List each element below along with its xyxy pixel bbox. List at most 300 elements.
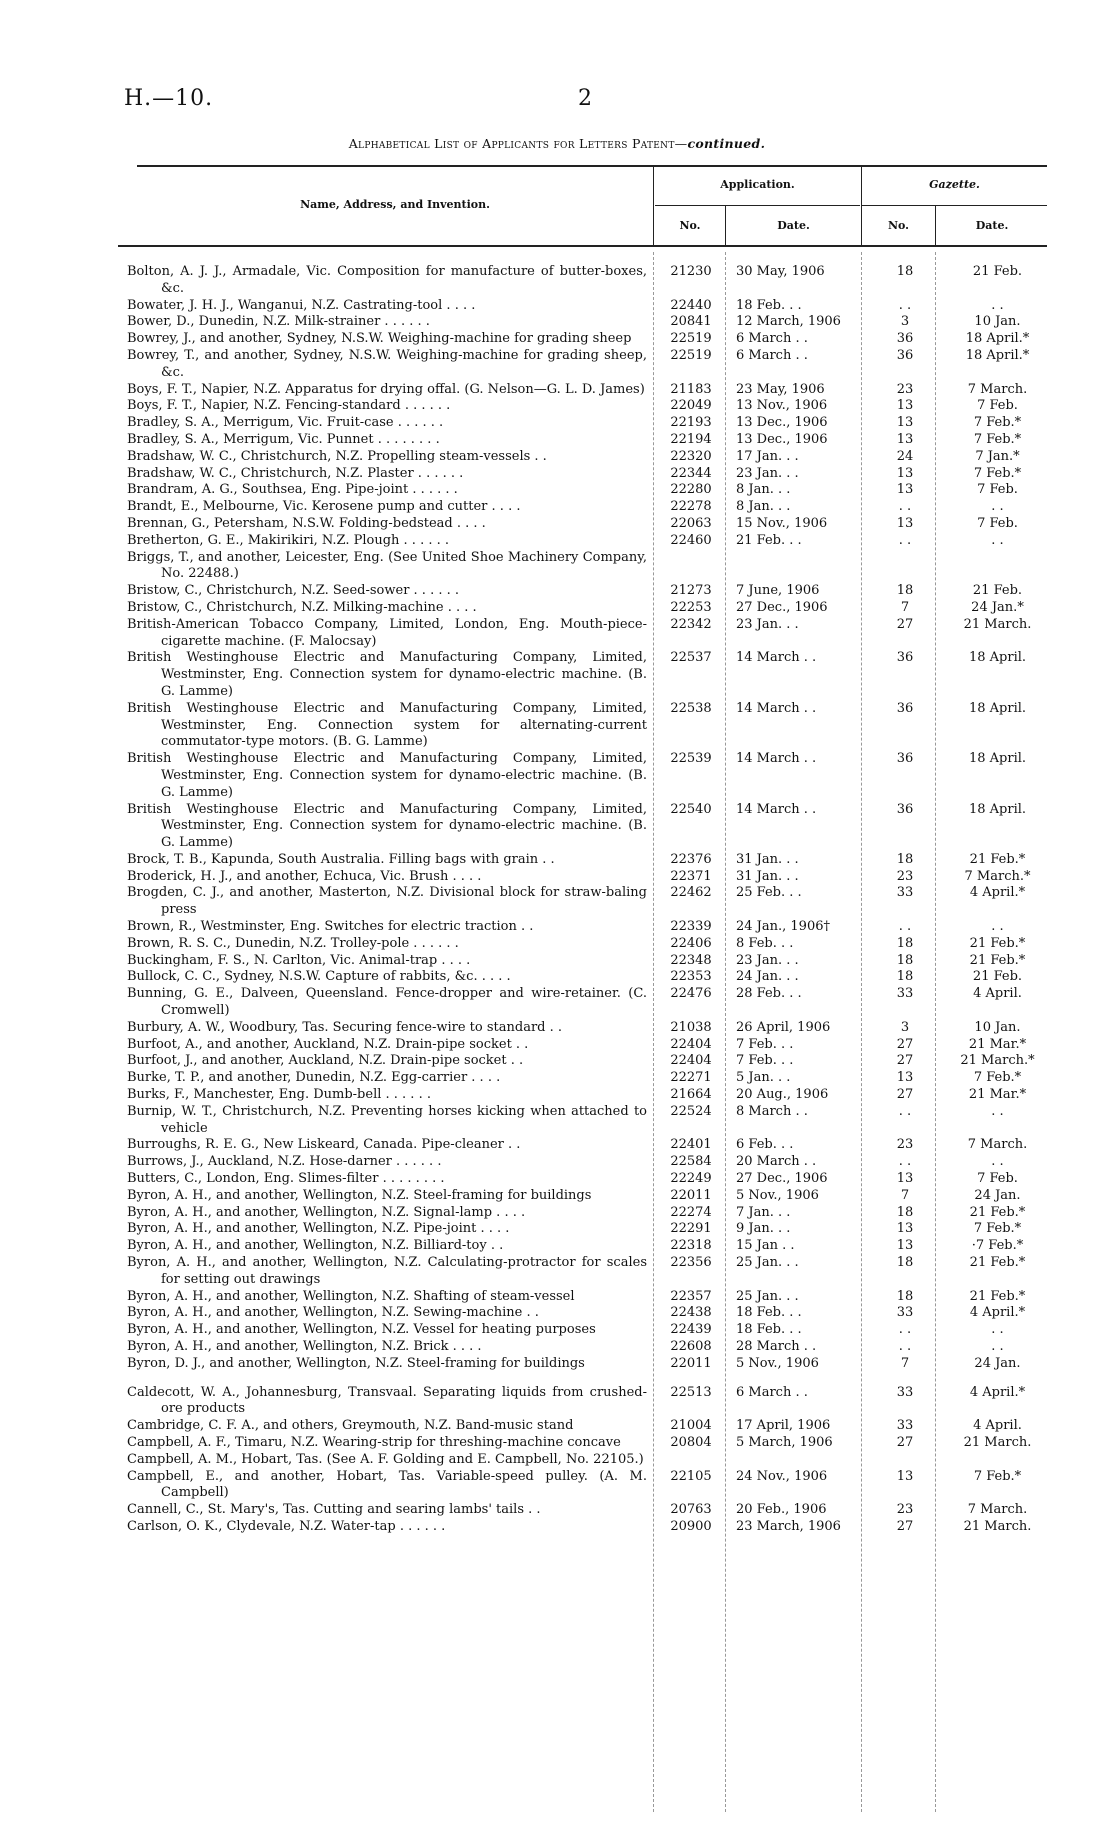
- table-row: [0, 1137, 1114, 1154]
- gazette-date: 21 Feb.*: [969, 935, 1026, 951]
- applicant-text: Burbury, A. W., Woodbury, Tas. Securing fence-wire to standard . .: [127, 1019, 563, 1035]
- table-header-bottom-rule: [118, 245, 1047, 247]
- application-date: 17 April, 1906: [736, 1418, 831, 1434]
- table-row: [0, 1238, 1114, 1255]
- applicant-text: Bradley, S. A., Merrigum, Vic. Fruit-case . . . . . .: [127, 415, 444, 431]
- applicant-cell: [127, 953, 647, 970]
- table-row: [0, 1070, 1114, 1087]
- application-date: 18 Feb. . .: [736, 1322, 802, 1338]
- application-date: 6 March . .: [736, 1384, 808, 1400]
- applicant-text: Bristow, C., Christchurch, N.Z. Seed-sower . . . . . .: [127, 583, 459, 599]
- applicant-text: Bretherton, G. E., Makirikiri, N.Z. Plough . . . . . .: [127, 532, 449, 548]
- application-date: 12 March, 1906: [736, 314, 841, 330]
- gazette-date: . .: [991, 1322, 1004, 1338]
- application-number: 22476: [670, 986, 712, 1002]
- applicant-cell: [127, 650, 647, 700]
- applicant-text: Brandt, E., Melbourne, Vic. Kerosene pump and cutter . . . .: [127, 499, 521, 515]
- applicant-cell: [127, 751, 647, 801]
- applicant-text: Bolton, A. J. J., Armadale, Vic. Composition for manufacture of butter-boxes, &c.: [127, 264, 647, 296]
- applicant-cell: [127, 1385, 647, 1419]
- gazette-number: 13: [896, 431, 914, 447]
- application-number: 22584: [670, 1154, 712, 1170]
- table-row: [0, 533, 1114, 550]
- gazette-number: 18: [896, 1288, 914, 1304]
- application-date: 5 Nov., 1906: [736, 1187, 819, 1203]
- gazette-number: 24: [896, 448, 914, 464]
- application-date: 6 March . .: [736, 331, 808, 347]
- applicant-text: Burnip, W. T., Christchurch, N.Z. Preventing horses kicking when attached to vehicle: [127, 1103, 647, 1136]
- table-row: [0, 1469, 1114, 1503]
- applicant-cell: [127, 1339, 647, 1356]
- table-row: [0, 953, 1114, 970]
- gazette-number: . .: [898, 1154, 912, 1170]
- table-row: [0, 869, 1114, 886]
- application-date: 30 May, 1906: [736, 264, 825, 279]
- table-row: [0, 936, 1114, 953]
- table-row: [0, 1087, 1114, 1104]
- applicant-text: Campbell, E., and another, Hobart, Tas. Variable-speed pulley. (A. M. Campbell): [127, 1468, 647, 1501]
- applicant-cell: [127, 969, 647, 986]
- applicant-cell: [127, 986, 647, 1020]
- column-header-name: Name, Address, and Invention.: [300, 198, 490, 211]
- application-number: 22440: [670, 297, 712, 313]
- table-row: [0, 1435, 1114, 1452]
- applicant-text: Burroughs, R. E. G., New Liskeard, Canada. Pipe-cleaner . .: [127, 1137, 521, 1153]
- application-number: 22462: [670, 885, 712, 901]
- application-number: 22460: [670, 532, 712, 548]
- applicant-cell: [127, 919, 647, 936]
- applicant-text: Byron, A. H., and another, Wellington, N.Z. Steel-framing for buildings: [127, 1187, 592, 1203]
- application-date: 20 March . .: [736, 1154, 817, 1170]
- gazette-number: 36: [896, 331, 914, 347]
- application-number: 22371: [670, 868, 712, 884]
- gazette-date: 18 April.*: [965, 331, 1030, 347]
- gazette-date: 21 March.: [963, 616, 1032, 632]
- application-number: 22105: [670, 1468, 712, 1484]
- applicant-text: Bristow, C., Christchurch, N.Z. Milking-machine . . . .: [127, 599, 477, 615]
- application-date: 26 April, 1906: [736, 1019, 831, 1035]
- gazette-date: 4 April.*: [969, 1305, 1026, 1321]
- table-row: [0, 1502, 1114, 1519]
- application-date: 14 March . .: [736, 751, 817, 767]
- application-number: 20804: [670, 1434, 712, 1450]
- applicant-text: Bradley, S. A., Merrigum, Vic. Punnet . . . . . . . .: [127, 431, 440, 447]
- application-number: 22348: [670, 952, 712, 968]
- applicant-cell: [127, 701, 647, 751]
- application-date: 24 Jan., 1906†: [736, 919, 830, 935]
- table-row: [0, 701, 1114, 751]
- application-date: 28 March . .: [736, 1339, 817, 1354]
- page-title-continued: continued.: [687, 136, 766, 151]
- gazette-number: 18: [896, 969, 914, 985]
- table-row: [0, 1188, 1114, 1205]
- applicant-cell: [127, 1238, 647, 1255]
- applicant-text: Campbell, A. M., Hobart, Tas. (See A. F. Golding and E. Campbell, No. 22105.): [127, 1451, 644, 1467]
- table-row: [0, 1305, 1114, 1322]
- gazette-date: 21 Feb.*: [969, 1288, 1026, 1304]
- applicant-text: British-American Tobacco Company, Limited, London, Eng. Mouth-piece-cigarette machine. (F. Malocsay): [127, 616, 647, 649]
- gazette-number: 33: [896, 986, 914, 1002]
- application-number: 21273: [670, 583, 712, 599]
- applicant-text: Bowrey, J., and another, Sydney, N.S.W. Weighing-machine for grading sheep: [127, 331, 632, 347]
- applicant-text: Burfoot, A., and another, Auckland, N.Z. Drain-pipe socket . .: [127, 1036, 529, 1052]
- applicant-text: Carlson, O. K., Clydevale, N.Z. Water-tap . . . . . .: [127, 1518, 446, 1534]
- gazette-number: 18: [896, 583, 914, 599]
- applicant-cell: [127, 1205, 647, 1222]
- table-row: [0, 852, 1114, 869]
- gazette-number: 3: [900, 314, 910, 330]
- gazette-date: 21 March.: [963, 1518, 1032, 1534]
- gazette-number: 7: [900, 1187, 910, 1203]
- application-date: 18 Feb. . .: [736, 1305, 802, 1321]
- applicant-text: British Westinghouse Electric and Manufacturing Company, Limited, Westminster, Eng. Connection system for dynamo-electric machine. (B. G. Lamme): [127, 801, 647, 851]
- application-number: 22249: [670, 1171, 712, 1187]
- gazette-date: 21 Feb.: [972, 583, 1023, 599]
- gazette-date: 7 Feb.*: [973, 415, 1022, 431]
- table-row: [0, 298, 1114, 315]
- gazette-number: 13: [896, 1221, 914, 1237]
- gazette-number: 27: [896, 1053, 914, 1069]
- applicant-text: Brennan, G., Petersham, N.S.W. Folding-bedstead . . . .: [127, 515, 486, 531]
- application-number: 22339: [670, 919, 712, 935]
- page-number: 2: [578, 86, 592, 111]
- gazette-number: 18: [896, 935, 914, 951]
- gazette-date: 10 Jan.: [974, 1019, 1021, 1035]
- gazette-date: 7 Feb.*: [973, 1221, 1022, 1237]
- gazette-date: ·7 Feb.*: [971, 1238, 1024, 1254]
- application-date: 15 Jan . .: [736, 1238, 795, 1254]
- application-number: 22271: [670, 1070, 712, 1086]
- gazette-number: 7: [900, 1355, 910, 1371]
- gazette-date: 7 Feb.*: [973, 431, 1022, 447]
- applicant-text: Boys, F. T., Napier, N.Z. Fencing-standard . . . . . .: [127, 398, 451, 414]
- application-date: 24 Nov., 1906: [736, 1468, 828, 1484]
- table-row: [0, 550, 1114, 584]
- applicant-text: Brandram, A. G., Southsea, Eng. Pipe-joint . . . . . .: [127, 482, 458, 498]
- gazette-date: 7 Feb.: [977, 515, 1018, 531]
- gazette-number: 23: [896, 1137, 914, 1153]
- gazette-date: 18 April.: [968, 801, 1027, 817]
- gazette-number: 23: [896, 381, 914, 397]
- gazette-date: 21 March.*: [960, 1053, 1035, 1069]
- gazette-date: 24 Jan.: [974, 1355, 1021, 1371]
- gazette-date: 21 Feb.: [972, 264, 1023, 279]
- applicant-cell: [127, 617, 647, 651]
- table-row: [0, 516, 1114, 533]
- applicant-cell: [127, 1289, 647, 1306]
- applicant-text: Byron, A. H., and another, Wellington, N.Z. Shafting of steam-vessel: [127, 1288, 575, 1304]
- application-date: 23 March, 1906: [736, 1518, 841, 1534]
- application-number: 22519: [670, 331, 712, 347]
- gazette-number: . .: [898, 499, 912, 515]
- application-date: 23 Jan. . .: [736, 465, 799, 481]
- application-date: 6 March . .: [736, 347, 808, 363]
- applicant-text: Byron, A. H., and another, Wellington, N.Z. Brick . . . .: [127, 1339, 482, 1354]
- application-number: 22011: [670, 1355, 712, 1371]
- gazette-date: . .: [991, 919, 1004, 935]
- gazette-date: 4 April.*: [969, 885, 1026, 901]
- gazette-date: 21 Feb.: [972, 969, 1023, 985]
- applicant-cell: [127, 1519, 647, 1536]
- gazette-subhead-rule: [862, 205, 1047, 206]
- applicant-cell: [127, 1305, 647, 1322]
- applicant-cell: [127, 499, 647, 516]
- page-title: [0, 136, 1114, 151]
- applicant-cell: [127, 1020, 647, 1037]
- table-row: [0, 1154, 1114, 1171]
- gazette-number: 18: [896, 264, 914, 279]
- application-date: 23 Jan. . .: [736, 616, 799, 632]
- applicant-text: Byron, A. H., and another, Wellington, N.Z. Calculating-protractor for scales for setting out drawings: [127, 1255, 647, 1287]
- applicant-text: Buckingham, F. S., N. Carlton, Vic. Animal-trap . . . .: [127, 952, 471, 968]
- applicant-text: British Westinghouse Electric and Manufacturing Company, Limited, Westminster, Eng. Connection system for dynamo-electric machine. (B. G. Lamme): [127, 650, 647, 699]
- applicant-text: Burfoot, J., and another, Auckland, N.Z. Drain-pipe socket . .: [127, 1053, 524, 1069]
- header-divider-name: [653, 167, 654, 245]
- applicant-cell: [127, 1435, 647, 1452]
- column-header-app-no: No.: [679, 219, 701, 232]
- applicant-cell: [127, 1137, 647, 1154]
- gazette-number: 13: [896, 1070, 914, 1086]
- applicant-cell: [127, 1171, 647, 1188]
- applicant-text: Bullock, C. C., Sydney, N.S.W. Capture of rabbits, &c. . . . .: [127, 969, 511, 985]
- application-date: 8 Feb. . .: [736, 935, 794, 951]
- gazette-date: 18 April.*: [965, 347, 1030, 363]
- gazette-date: 21 Feb.*: [969, 851, 1026, 867]
- table-row: [0, 1418, 1114, 1435]
- application-number: 22353: [670, 969, 712, 985]
- gazette-date: 4 April.: [973, 986, 1022, 1002]
- applicant-cell: [127, 550, 647, 584]
- applicant-text: Byron, D. J., and another, Wellington, N.Z. Steel-framing for buildings: [127, 1355, 585, 1371]
- gazette-date: . .: [991, 532, 1004, 548]
- applicant-text: Brogden, C. J., and another, Masterton, N.Z. Divisional block for straw-baling press: [127, 885, 647, 918]
- application-date: 14 March . .: [736, 801, 817, 817]
- applicant-cell: [127, 802, 647, 852]
- applicant-cell: [127, 432, 647, 449]
- applicant-text: Burks, F., Manchester, Eng. Dumb-bell . . . . . .: [127, 1087, 431, 1103]
- table-row: [0, 482, 1114, 499]
- applicant-text: Bradshaw, W. C., Christchurch, N.Z. Plaster . . . . . .: [127, 465, 464, 481]
- table-row: [0, 382, 1114, 399]
- gazette-number: 27: [896, 1518, 914, 1534]
- application-number: 22194: [670, 431, 712, 447]
- application-date: 23 May, 1906: [736, 381, 825, 397]
- application-date: 9 Jan. . .: [736, 1221, 791, 1237]
- applicant-text: Byron, A. H., and another, Wellington, N.Z. Vessel for heating purposes: [127, 1322, 596, 1338]
- applicant-cell: [127, 1188, 647, 1205]
- application-number: 22011: [670, 1187, 712, 1203]
- applicant-cell: [127, 1322, 647, 1339]
- application-number: 21664: [670, 1087, 712, 1103]
- gazette-number: . .: [898, 1322, 912, 1338]
- applicant-text: Campbell, A. F., Timaru, N.Z. Wearing-strip for threshing-machine concave: [127, 1434, 621, 1450]
- gazette-date: 7 Feb.*: [973, 1070, 1022, 1086]
- application-number: 22401: [670, 1137, 712, 1153]
- table-row: [0, 617, 1114, 651]
- gazette-date: 21 Feb.*: [969, 952, 1026, 968]
- table-row: [0, 802, 1114, 852]
- gazette-number: . .: [898, 1339, 912, 1354]
- application-number: 22278: [670, 499, 712, 515]
- table-row: [0, 969, 1114, 986]
- gazette-date: . .: [991, 1339, 1004, 1354]
- gazette-number: 33: [896, 1384, 914, 1400]
- applicant-cell: [127, 869, 647, 886]
- application-date: 27 Dec., 1906: [736, 1171, 828, 1187]
- gazette-number: 33: [896, 1418, 914, 1434]
- applicant-text: Bowrey, T., and another, Sydney, N.S.W. Weighing-machine for grading sheep, &c.: [127, 347, 647, 380]
- applicant-cell: [127, 415, 647, 432]
- application-number: 22357: [670, 1288, 712, 1304]
- table-row: [0, 919, 1114, 936]
- application-number: 22438: [670, 1305, 712, 1321]
- gazette-date: 21 Feb.*: [969, 1255, 1026, 1271]
- table-row: [0, 1020, 1114, 1037]
- gazette-number: 13: [896, 1171, 914, 1187]
- applicant-text: Burke, T. P., and another, Dunedin, N.Z. Egg-carrier . . . .: [127, 1070, 501, 1086]
- gazette-number: 13: [896, 1238, 914, 1254]
- column-header-app-date: Date.: [777, 219, 810, 232]
- table-row: [0, 264, 1114, 298]
- gazette-date: 18 April.: [968, 700, 1027, 716]
- application-date: 15 Nov., 1906: [736, 515, 828, 531]
- application-number: 22342: [670, 616, 712, 632]
- application-date: 7 Jan. . .: [736, 1204, 791, 1220]
- gazette-date: . .: [991, 297, 1004, 313]
- application-date: 8 Jan. . .: [736, 499, 791, 515]
- applicant-cell: [127, 1502, 647, 1519]
- applicant-cell: [127, 348, 647, 382]
- application-number: 22376: [670, 851, 712, 867]
- table-row: [0, 348, 1114, 382]
- application-date: 21 Feb. . .: [736, 532, 802, 548]
- applicant-text: Bunning, G. E., Dalveen, Queensland. Fence-dropper and wire-retainer. (C. Cromwell): [127, 986, 647, 1019]
- gazette-number: 13: [896, 482, 914, 498]
- application-number: 22513: [670, 1384, 712, 1400]
- application-date: 28 Feb. . .: [736, 986, 802, 1002]
- header-divider-gaz-date: [935, 206, 936, 245]
- applicant-text: Cannell, C., St. Mary's, Tas. Cutting and searing lambs' tails . .: [127, 1502, 541, 1518]
- applicant-cell: [127, 482, 647, 499]
- header-divider-app-date: [725, 206, 726, 245]
- application-number: 22318: [670, 1238, 712, 1254]
- applicant-cell: [127, 1418, 647, 1435]
- application-date: 7 Feb. . .: [736, 1036, 794, 1052]
- gazette-date: 18 April.: [968, 751, 1027, 767]
- table-row: [0, 449, 1114, 466]
- table-row: [0, 1171, 1114, 1188]
- gazette-number: 3: [900, 1019, 910, 1035]
- gazette-number: 13: [896, 465, 914, 481]
- gazette-number: 36: [896, 650, 914, 666]
- applicant-text: Bowater, J. H. J., Wanganui, N.Z. Castrating-tool . . . .: [127, 297, 476, 313]
- application-number: 22063: [670, 515, 712, 531]
- column-header-gazette: Gazette.: [929, 178, 980, 191]
- gazette-date: 7 March.: [967, 381, 1028, 397]
- gazette-number: . .: [898, 297, 912, 313]
- applicant-cell: [127, 885, 647, 919]
- column-header-gaz-date: Date.: [975, 219, 1009, 232]
- applicant-text: Brown, R. S. C., Dunedin, N.Z. Trolley-pole . . . . . .: [127, 935, 459, 951]
- gazette-date: 4 April.*: [969, 1384, 1026, 1400]
- gazette-date: . .: [991, 499, 1004, 515]
- gazette-number: 7: [900, 599, 910, 615]
- application-date: 20 Feb., 1906: [736, 1502, 827, 1518]
- table-row: [0, 1053, 1114, 1070]
- application-number: 22320: [670, 448, 712, 464]
- applicant-text: Caldecott, W. A., Johannesburg, Transvaal. Separating liquids from crushed-ore products: [127, 1384, 647, 1417]
- table-row: [0, 499, 1114, 516]
- gazette-number: 13: [896, 1468, 914, 1484]
- gazette-number: 36: [896, 347, 914, 363]
- gazette-date: 24 Jan.: [974, 1187, 1021, 1203]
- gazette-date: 7 Feb.*: [973, 1468, 1022, 1484]
- application-number: 21038: [670, 1019, 712, 1035]
- gazette-number: 13: [896, 398, 914, 414]
- application-number: 22404: [670, 1036, 712, 1052]
- gazette-number: 13: [896, 515, 914, 531]
- gazette-number: 18: [896, 851, 914, 867]
- applicant-text: Brock, T. B., Kapunda, South Australia. Filling bags with grain . .: [127, 851, 555, 867]
- applicant-cell: [127, 1154, 647, 1171]
- application-number: 21004: [670, 1418, 712, 1434]
- application-number: 22540: [670, 801, 712, 817]
- applicant-cell: [127, 264, 647, 298]
- application-date: 7 June, 1906: [736, 583, 820, 599]
- application-number: 22193: [670, 415, 712, 431]
- application-subhead-rule: [655, 205, 860, 206]
- gazette-number: 27: [896, 1087, 914, 1103]
- table-row: [0, 1322, 1114, 1339]
- application-date: 18 Feb. . .: [736, 297, 802, 313]
- application-date: 20 Aug., 1906: [736, 1087, 829, 1103]
- application-number: 22608: [670, 1339, 712, 1354]
- application-number: 20763: [670, 1502, 712, 1518]
- gazette-date: 21 Feb.*: [969, 1204, 1026, 1220]
- application-date: 6 Feb. . .: [736, 1137, 794, 1153]
- gazette-number: 27: [896, 616, 914, 632]
- column-header-application: Application.: [720, 178, 795, 191]
- application-date: 13 Dec., 1906: [736, 431, 828, 447]
- applicant-cell: [127, 852, 647, 869]
- application-date: 27 Dec., 1906: [736, 599, 828, 615]
- page-title-main: Alphabetical List of Applicants for Letters Patent—: [348, 136, 688, 151]
- table-row: [0, 398, 1114, 415]
- gazette-date: 4 April.: [973, 1418, 1022, 1434]
- gazette-number: 18: [896, 1204, 914, 1220]
- application-date: 5 Nov., 1906: [736, 1355, 819, 1371]
- gazette-date: 7 March.: [967, 1137, 1028, 1153]
- table-row: [0, 1289, 1114, 1306]
- table-row: [0, 1519, 1114, 1536]
- applicant-text: Bradshaw, W. C., Christchurch, N.Z. Propelling steam-vessels . .: [127, 448, 547, 464]
- applicant-cell: [127, 466, 647, 483]
- applicant-cell: [127, 1469, 647, 1503]
- table-row: [0, 415, 1114, 432]
- report-reference: H.—10.: [124, 86, 214, 111]
- table-row: [0, 986, 1114, 1020]
- applicant-cell: [127, 298, 647, 315]
- application-number: 22519: [670, 347, 712, 363]
- gazette-number: 18: [896, 952, 914, 968]
- application-number: 22439: [670, 1322, 712, 1338]
- table-row: [0, 432, 1114, 449]
- application-date: 7 Feb. . .: [736, 1053, 794, 1069]
- gazette-number: 33: [896, 885, 914, 901]
- application-number: 22406: [670, 935, 712, 951]
- application-number: 22344: [670, 465, 712, 481]
- gazette-number: 18: [896, 1255, 914, 1271]
